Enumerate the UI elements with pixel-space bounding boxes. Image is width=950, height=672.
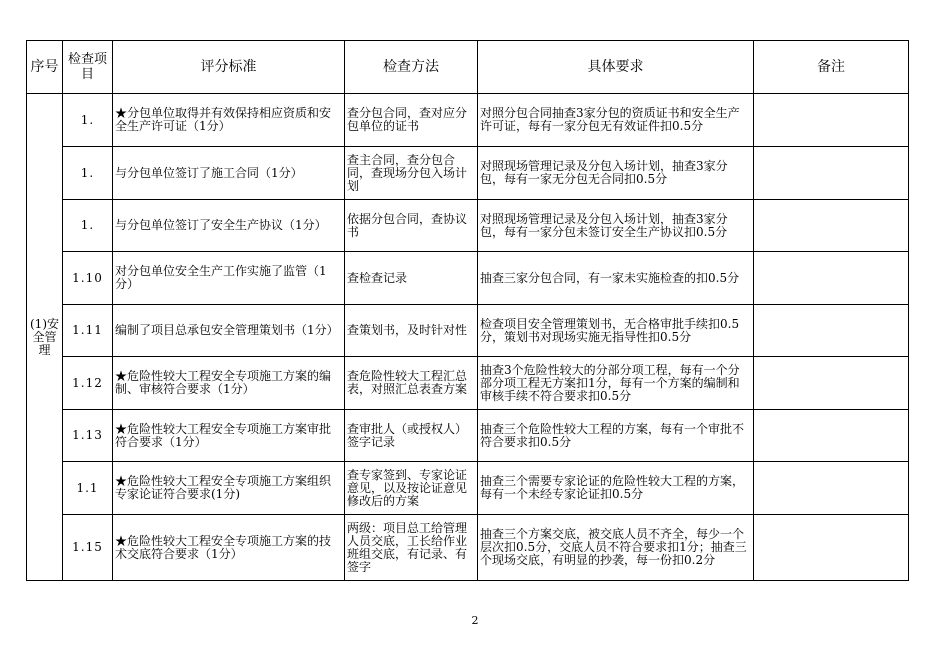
row-number: 1.15 [63,515,113,581]
row-number: 1.13 [63,410,113,462]
inspection-table [26,40,909,581]
method-cell: 查分包合同，查对应分包单位的证书 [345,94,478,147]
row-number: 1.12 [63,357,113,410]
row-number: 1.11 [63,305,113,357]
remark-cell [754,200,909,252]
page-number: 2 [471,614,479,627]
criteria-cell: ★危险性较大工程安全专项施工方案组织专家论证符合要求(1分) [113,462,345,515]
criteria-cell: 与分包单位签订了安全生产协议（1分） [113,200,345,252]
requirement-cell: 对照现场管理记录及分包入场计划，抽查3家分包，每有一家无分包无合同扣0.5分 [478,147,754,200]
remark-cell [754,147,909,200]
table-row [27,515,909,581]
requirement-cell: 抽查三个危险性较大工程的方案，每有一个审批不符合要求扣0.5分 [478,410,754,462]
requirement-cell: 抽查3个危险性较大的分部分项工程，每有一个分部分项工程无方案扣1分，每有一个方案的编制和审核手续不符合要求扣0.5分 [478,357,754,410]
header-method: 检查方法 [345,41,478,94]
table-row [27,305,909,357]
row-number: 1.1 [63,462,113,515]
criteria-cell: ★危险性较大工程安全专项施工方案审批符合要求（1分） [113,410,345,462]
requirement-cell: 抽查三个方案交底，被交底人员不齐全，每少一个层次扣0.5分，交底人员不符合要求扣1分；抽查三个现场交底，有明显的抄袭，每一份扣0.2分 [478,515,754,581]
criteria-cell: 编制了项目总承包安全管理策划书（1分） [113,305,345,357]
table-row [27,462,909,515]
table-row [27,200,909,252]
requirement-cell: 检查项目安全管理策划书，无合格审批手续扣0.5分，策划书对现场实施无指导性扣0.5分 [478,305,754,357]
method-cell: 依据分包合同，查协议书 [345,200,478,252]
header-item: 检查项目 [63,41,113,94]
requirement-cell: 对照现场管理记录及分包入场计划，抽查3家分包，每有一家分包未签订安全生产协议扣0.5分 [478,200,754,252]
remark-cell [754,410,909,462]
criteria-cell: ★分包单位取得并有效保持相应资质和安全生产许可证（1分） [113,94,345,147]
method-cell: 查策划书，及时针对性 [345,305,478,357]
table-row [27,357,909,410]
criteria-cell: 与分包单位签订了施工合同（1分） [113,147,345,200]
requirement-cell: 对照分包合同抽查3家分包的资质证书和安全生产许可证，每有一家分包无有效证件扣0.5分 [478,94,754,147]
method-cell: 查检查记录 [345,252,478,305]
table-row [27,410,909,462]
remark-cell [754,252,909,305]
requirement-cell: 抽查三个需要专家论证的危险性较大工程的方案，每有一个未经专家论证扣0.5分 [478,462,754,515]
row-number: 1. [63,200,113,252]
header-criteria: 评分标准 [113,41,345,94]
table-row [27,94,909,147]
remark-cell [754,515,909,581]
category-cell: (1)安全管理 [27,94,63,581]
method-cell: 查专家签到、专家论证意见，以及按论证意见修改后的方案 [345,462,478,515]
criteria-cell: ★危险性较大工程安全专项施工方案的技术交底符合要求（1分） [113,515,345,581]
remark-cell [754,94,909,147]
header-requirement: 具体要求 [478,41,754,94]
table-row [27,252,909,305]
method-cell: 查主合同，查分包合同，查现场分包入场计划 [345,147,478,200]
table-row [27,147,909,200]
method-cell: 查审批人（或授权人）签字记录 [345,410,478,462]
remark-cell [754,357,909,410]
criteria-cell: ★危险性较大工程安全专项施工方案的编制、审核符合要求（1分） [113,357,345,410]
header-seq: 序号 [27,41,63,94]
header-row [27,41,909,94]
method-cell: 查危险性较大工程汇总表，对照汇总表查方案 [345,357,478,410]
row-number: 1.10 [63,252,113,305]
header-remark: 备注 [754,41,909,94]
requirement-cell: 抽查三家分包合同，有一家未实施检查的扣0.5分 [478,252,754,305]
criteria-cell: 对分包单位安全生产工作实施了监管（1分） [113,252,345,305]
row-number: 1. [63,94,113,147]
remark-cell [754,305,909,357]
remark-cell [754,462,909,515]
row-number: 1. [63,147,113,200]
method-cell: 两级：项目总工给管理人员交底，工长给作业班组交底，有记录、有签字 [345,515,478,581]
